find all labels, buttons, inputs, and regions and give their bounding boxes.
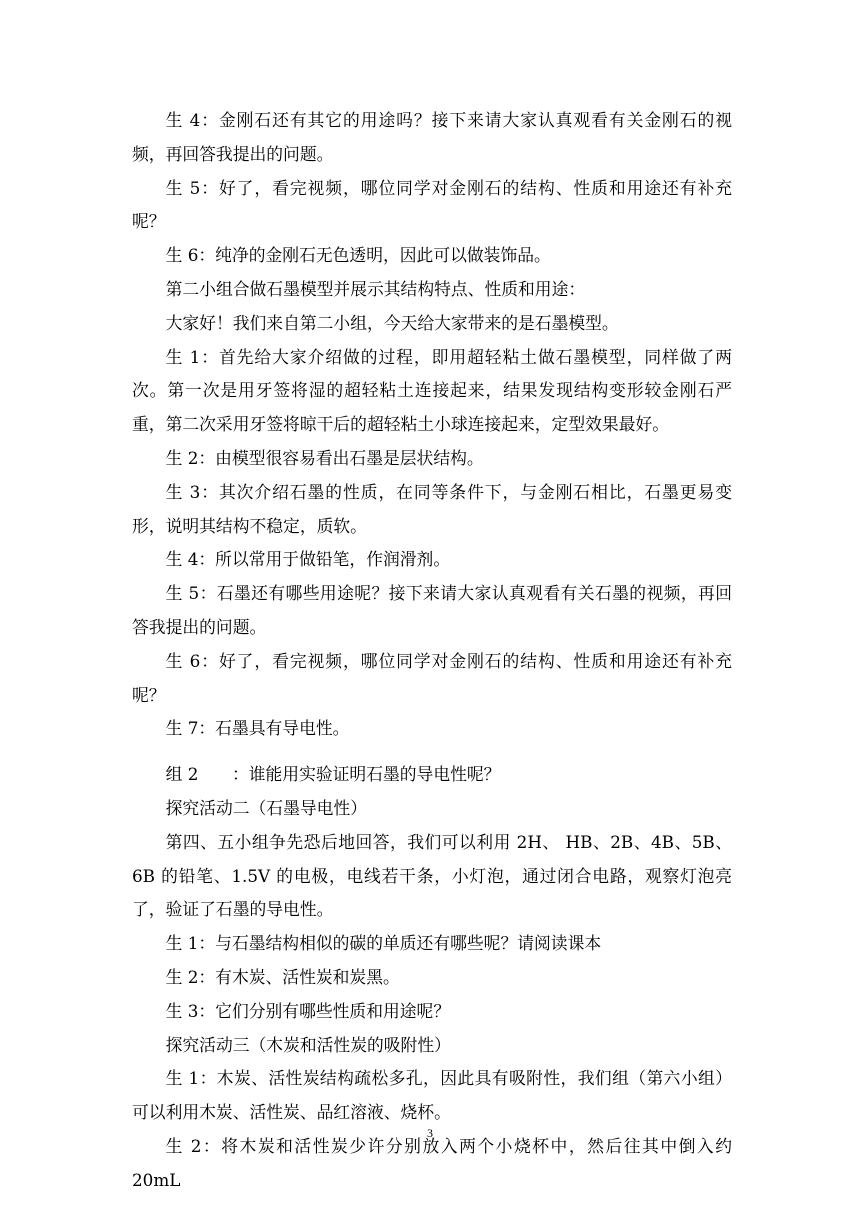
paragraph: 生 5：石墨还有哪些用途呢？接下来请大家认真观看有关石墨的视频，再回答我提出的问题。 xyxy=(132,583,732,637)
paragraph: 组 2 ：谁能用实验证明石墨的导电性呢？ xyxy=(165,764,501,785)
paragraph: 生 4：所以常用于做铅笔，作润滑剂。 xyxy=(165,549,451,570)
paragraph-gap xyxy=(132,746,732,758)
paragraph: 生 3：其次介绍石墨的性质，在同等条件下，与金刚石相比，石墨更易变形，说明其结构不稳定，质软。 xyxy=(132,481,732,536)
paragraph: 生 2：由模型很容易看出石墨是层状结构。 xyxy=(165,447,484,468)
paragraph: 生 4：金刚石还有其它的用途吗？接下来请大家认真观看有关金刚石的视频，再回答我提出的问题。 xyxy=(132,110,732,164)
paragraph: 生 1：与石墨结构相似的碳的单质还有哪些呢？请阅读课本 xyxy=(165,933,602,954)
paragraph: 生 2：有木炭、活性炭和炭黑。 xyxy=(165,966,400,987)
paragraph: 第四、五小组争先恐后地回答，我们可以利用 2H、 HB、2B、4B、5B、6B 的铅笔、1.5V 的电极，电线若干条，小灯泡，通过闭合电路，观察灯泡亮了，验证了石墨的导电性。 xyxy=(132,831,732,920)
paragraph: 生 3：它们分别有哪些性质和用途呢？ xyxy=(165,1000,451,1021)
paragraph: 大家好！我们来自第二小组，今天给大家带来的是石墨模型。 xyxy=(165,312,619,333)
paragraph: 生 6：纯净的金刚石无色透明，因此可以做装饰品。 xyxy=(165,245,551,266)
paragraph: 探究活动二（石墨导电性） xyxy=(165,797,367,818)
document-body xyxy=(132,104,732,1198)
paragraph: 第二小组合做石墨模型并展示其结构特点、性质和用途： xyxy=(165,278,586,299)
paragraph: 生 1：首先给大家介绍做的过程，即用超轻粘土做石墨模型，同样做了两次。第一次是用牙签将湿的超轻粘土连接起来，结果发现结构变形较金刚石严重，第二次采用牙签将晾干后的超轻粘土小球连接起来，定型效果最好。 xyxy=(132,346,732,435)
paragraph: 生 7：石墨具有导电性。 xyxy=(165,718,350,739)
paragraph: 生 5：好了，看完视频，哪位同学对金刚石的结构、性质和用途还有补充呢？ xyxy=(132,177,732,232)
page-number: 3 xyxy=(427,1126,433,1140)
paragraph: 生 6：好了，看完视频，哪位同学对金刚石的结构、性质和用途还有补充呢？ xyxy=(132,650,732,705)
paragraph: 生 2：将木炭和活性炭少许分别放入两个小烧杯中，然后往其中倒入约 20mL xyxy=(132,1135,732,1190)
paragraph: 生 1：木炭、活性炭结构疏松多孔，因此具有吸附性，我们组（第六小组）可以利用木炭、活性炭、品红溶液、烧杯。 xyxy=(132,1068,732,1123)
paragraph: 探究活动三（木炭和活性炭的吸附性） xyxy=(165,1034,451,1055)
